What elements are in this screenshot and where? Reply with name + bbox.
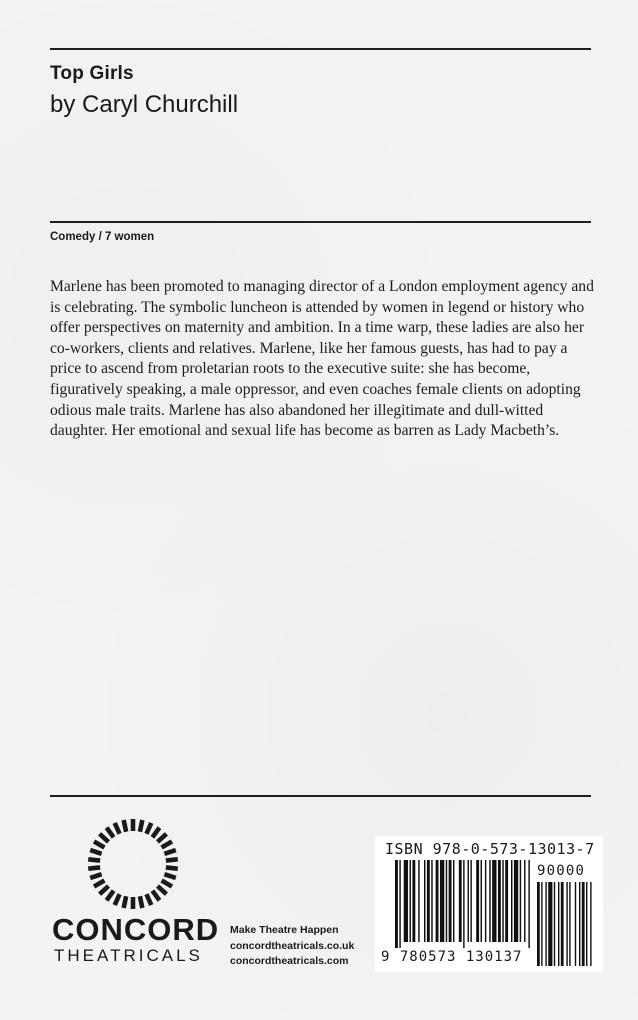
barcode-bar	[505, 860, 508, 942]
concord-ring-logo-icon	[85, 816, 181, 912]
barcode-bar	[424, 860, 425, 942]
book-author: by Caryl Churchill	[50, 91, 239, 118]
barcode-bar	[459, 860, 462, 942]
publisher-subname: THEATRICALS	[54, 946, 203, 965]
logo-ring-dash	[166, 867, 178, 868]
publisher-url-com[interactable]: concordtheatricals.com	[230, 955, 349, 967]
logo-ring-dash	[146, 894, 151, 905]
barcode-bar	[470, 860, 471, 942]
barcode-bar	[492, 860, 496, 942]
addon-bar	[537, 882, 540, 966]
addon-bar	[561, 882, 564, 966]
barcode-bar	[453, 860, 454, 942]
logo-ring-dash	[94, 842, 104, 848]
synopsis-paragraph: Marlene has been promoted to managing director of a London employment agency and is celebrating. The symbolic luncheon is attended by women in legend or history who offer perspectives on maternity and ambition. In a time warp, these ladies are also her co-workers, clients and relatives. Marlene, like her famous guests, has had to pay a price to ascend from proletarian roots to the executive suite: she has become, figuratively speaking, a male oppressor, and even coaches female clients on adopting odious male traits. Marlene has also abandoned her illegitimate and dull-witted daughter. Her emotional and sexual life has become as barren as Lady Macbeth’s.	[50, 278, 594, 440]
barcode-bar	[395, 860, 398, 948]
publisher-url-uk[interactable]: concordtheatricals.co.uk	[230, 940, 355, 952]
barcode-bar	[418, 860, 419, 942]
logo-ring-dash	[140, 896, 142, 908]
logo-ring-dash	[124, 820, 126, 832]
genre-cast-line: Comedy / 7 women	[50, 231, 155, 243]
logo-ring-dash	[162, 842, 172, 848]
logo-ring-dash	[100, 886, 109, 894]
barcode-bar	[481, 860, 482, 942]
barcode-bar	[514, 860, 518, 942]
addon-bar	[541, 882, 542, 966]
isbn-barcode	[375, 836, 603, 972]
barcode-bar	[449, 860, 452, 942]
barcode-bar	[412, 860, 415, 942]
barcode-bar	[431, 860, 432, 942]
bottom-divider	[50, 795, 591, 797]
logo-ring-dash	[90, 874, 101, 878]
barcode-bar	[524, 860, 525, 942]
logo-ring-dash	[107, 828, 114, 838]
barcode-bar	[440, 860, 444, 942]
logo-ring-dash	[162, 881, 172, 887]
barcode-bar	[511, 860, 512, 942]
addon-bar	[566, 882, 567, 966]
publisher-name: CONCORD	[52, 912, 220, 947]
barcode-bar	[502, 860, 503, 942]
barcode-bar	[476, 860, 479, 942]
barcode-bar	[427, 860, 430, 942]
logo-ring-dash	[164, 850, 175, 854]
addon-bar	[582, 882, 585, 966]
logo-ring-dash	[166, 859, 178, 860]
logo-ring-dash	[164, 874, 175, 878]
addon-bar	[554, 882, 555, 966]
barcode-bar	[489, 860, 490, 942]
addon-bar	[569, 882, 570, 966]
price-addon-digits: 90000	[537, 863, 586, 879]
barcode-bar	[410, 860, 411, 942]
logo-ring-dash	[152, 828, 159, 838]
logo-ring-dash	[90, 850, 101, 854]
barcode-bar	[404, 860, 408, 942]
barcode-bar	[468, 860, 469, 942]
addon-bar	[545, 882, 546, 966]
addon-bar	[575, 882, 576, 966]
addon-bar	[579, 882, 580, 966]
book-title: Top Girls	[50, 63, 134, 84]
logo-ring-dash	[88, 859, 100, 860]
isbn-label: ISBN 978-0-573-13013-7	[385, 840, 595, 858]
barcode-bar	[436, 860, 439, 942]
barcode-bar	[399, 860, 400, 948]
logo-ring-dash	[152, 891, 159, 901]
logo-ring-dash	[124, 896, 126, 908]
logo-ring-dash	[146, 823, 151, 834]
top-divider	[50, 48, 591, 50]
logo-ring-dash	[88, 867, 100, 868]
publisher-tagline: Make Theatre Happen	[230, 924, 339, 936]
logo-ring-dash	[158, 834, 167, 842]
barcode-bar	[528, 860, 529, 948]
logo-ring-dash	[100, 834, 109, 842]
barcode-bar	[520, 860, 521, 942]
barcode-bar	[446, 860, 447, 942]
logo-ring-dash	[94, 881, 104, 887]
logo-ring-dash	[158, 886, 167, 894]
logo-ring-dash	[115, 823, 120, 834]
barcode-bar	[485, 860, 486, 942]
addon-bar	[548, 882, 552, 966]
logo-ring-dash	[107, 891, 114, 901]
barcode-bar	[463, 860, 464, 948]
logo-ring-dash	[115, 894, 120, 905]
barcode-digits: 9 780573 130137	[381, 949, 523, 965]
addon-bar	[558, 882, 559, 966]
logo-ring-dash	[140, 820, 142, 832]
barcode-bar	[498, 860, 501, 942]
addon-bar	[586, 882, 587, 966]
middle-divider	[50, 221, 591, 223]
addon-bar	[590, 882, 591, 966]
